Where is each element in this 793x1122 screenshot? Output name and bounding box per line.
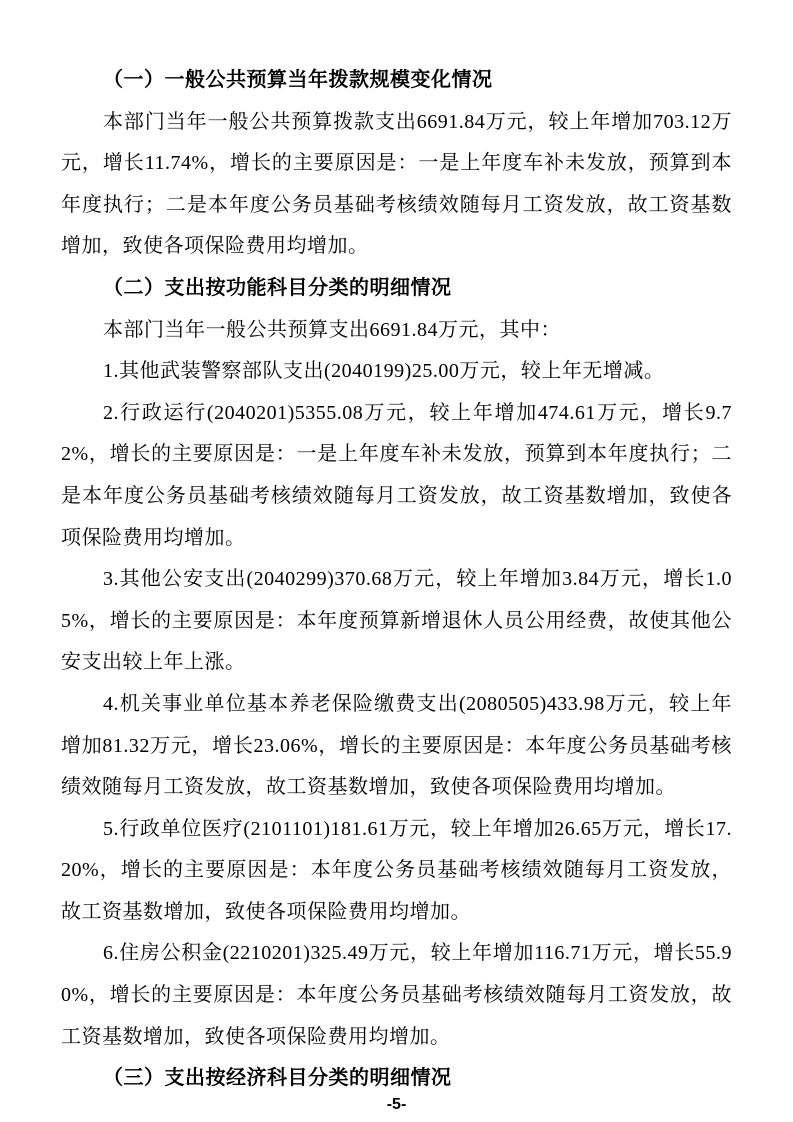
page-number: -5- [386,1096,407,1113]
body-paragraph: 本部门当年一般公共预算支出6691.84万元，其中： [103,318,561,341]
body-paragraph: 6.住房公积金(2210201)325.49万元，较上年增加116.71万元，增长55.90%，增长的主要原因是：本年度公务员基础考核绩效随每月工资发放，故工资基数增加，致使各项保险费用均增加。 [61,942,732,1048]
document-body [61,60,732,1100]
section-heading: （二）支出按功能科目分类的明细情况 [103,276,452,299]
body-paragraph: 本部门当年一般公共预算拨款支出6691.84万元，较上年增加703.12万元，增长11.74%，增长的主要原因是：一是上年度车补未发放，预算到本年度执行；二是本年度公务员基础考核绩效随每月工资发放，故工资基数增加，致使各项保险费用均增加。 [61,110,732,258]
body-paragraph: 4.机关事业单位基本养老保险缴费支出(2080505)433.98万元，较上年增加81.32万元，增长23.06%，增长的主要原因是：本年度公务员基础考核绩效随每月工资发放，故工资基数增加，致使各项保险费用均增加。 [61,692,732,799]
body-paragraph: 3.其他公安支出(2040299)370.68万元，较上年增加3.84万元，增长1.05%，增长的主要原因是：本年度预算新增退休人员公用经费，故使其他公安支出较上年上涨。 [61,568,732,674]
section-heading: （三）支出按经济科目分类的明细情况 [103,1067,452,1090]
section-heading: （一）一般公共预算当年拨款规模变化情况 [103,69,493,91]
body-paragraph: 5.行政单位医疗(2101101)181.61万元，较上年增加26.65万元，增长17.20%，增长的主要原因是：本年度公务员基础考核绩效随每月工资发放，故工资基数增加，致使各项保险费用均增加。 [61,817,732,923]
body-paragraph: 2.行政运行(2040201)5355.08万元，较上年增加474.61万元，增长9.72%，增长的主要原因是：一是上年度车补未发放，预算到本年度执行；二是本年度公务员基础考核绩效随每月工资发放，故工资基数增加，致使各项保险费用均增加。 [61,401,732,549]
body-paragraph: 1.其他武装警察部队支出(2040199)25.00万元，较上年无增减。 [103,360,665,383]
